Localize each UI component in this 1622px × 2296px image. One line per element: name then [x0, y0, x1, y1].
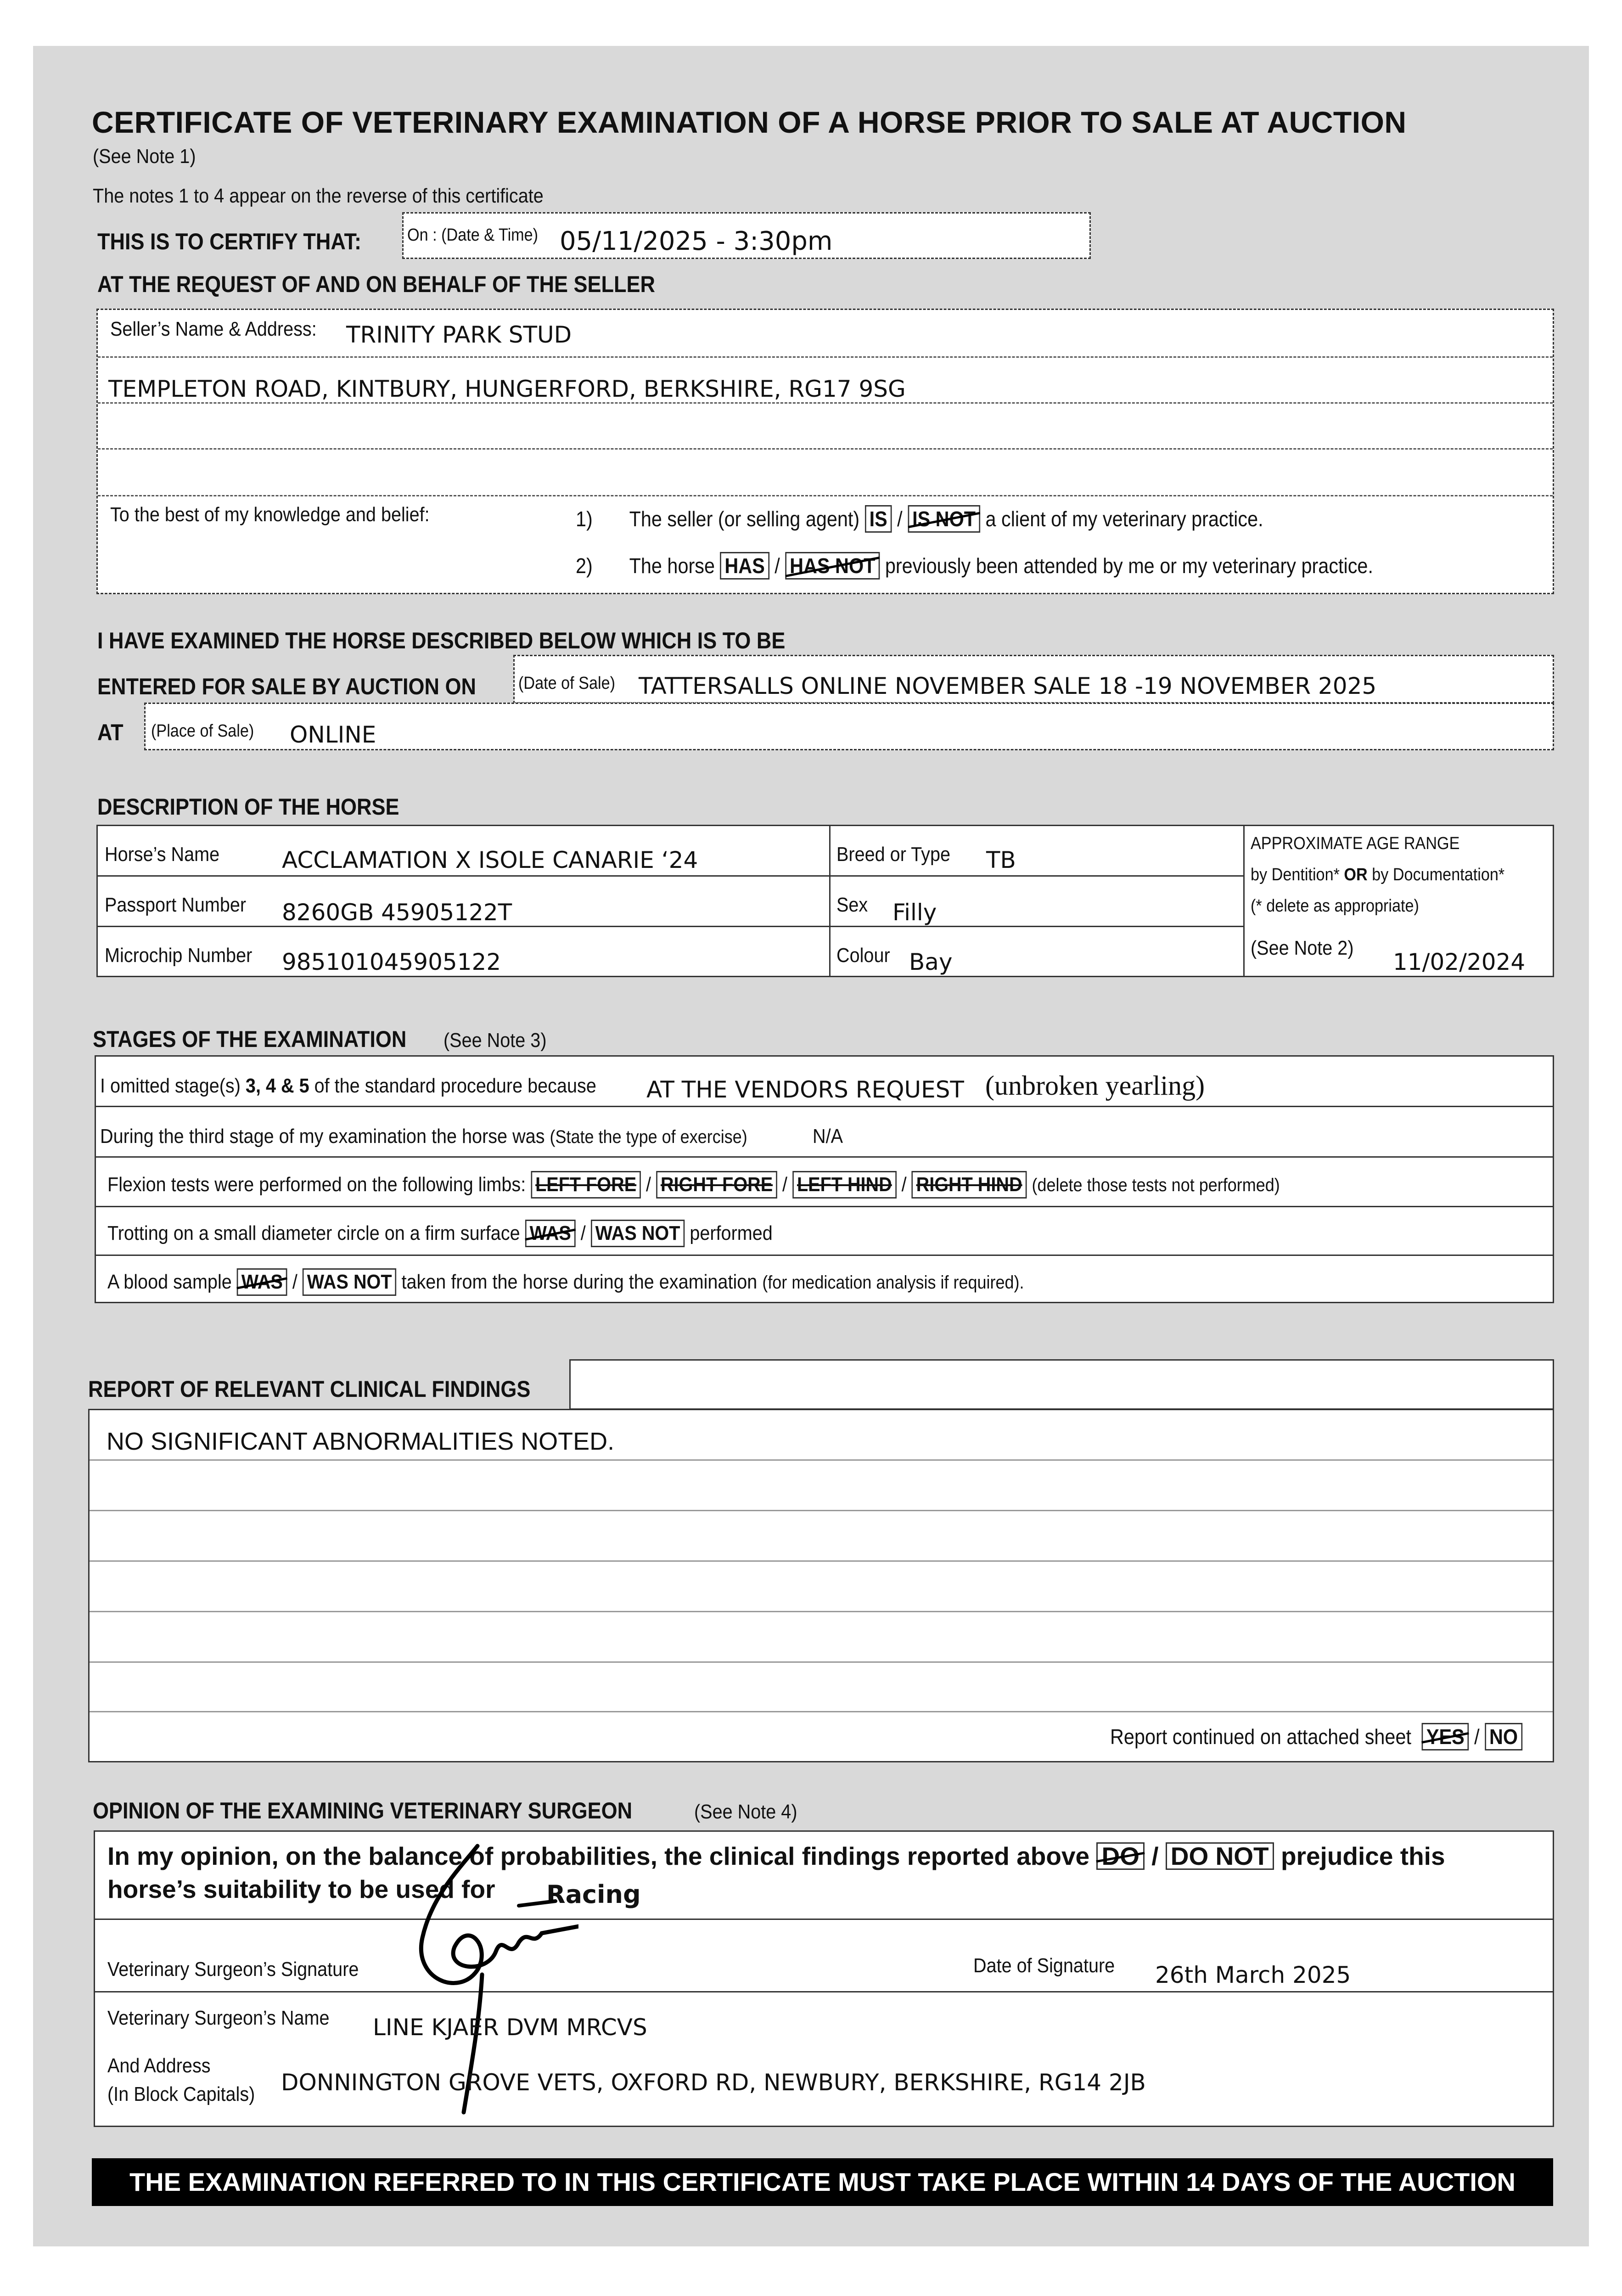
surgeon-name-label: Veterinary Surgeon’s Name — [107, 2007, 330, 2029]
age-method: by Dentition* OR by Documentation* — [1251, 865, 1505, 884]
request-label: AT THE REQUEST OF AND ON BEHALF OF THE SELLER — [97, 271, 655, 297]
sex-value[interactable]: Filly — [892, 899, 937, 926]
examination-deadline-banner: THE EXAMINATION REFERRED TO IN THIS CERTIFICATE MUST TAKE PLACE WITHIN 14 DAYS OF THE AUCTION — [92, 2158, 1553, 2206]
belief-label: To the best of my knowledge and belief: — [110, 503, 430, 526]
colour-value[interactable]: Bay — [909, 949, 953, 975]
stages-heading: STAGES OF THE EXAMINATION (See Note 3) — [93, 1026, 547, 1052]
age-range-label: APPROXIMATE AGE RANGE — [1251, 834, 1460, 853]
entered-label: ENTERED FOR SALE BY AUCTION ON — [97, 674, 477, 699]
horse-attended-statement: 2) The horse HAS / HAS NOT previously been attended by me or my veterinary practice. — [576, 552, 1373, 580]
omitted-reason-value[interactable]: AT THE VENDORS REQUEST — [646, 1076, 964, 1103]
omitted-stages-value[interactable]: 3, 4 & 5 — [245, 1075, 309, 1097]
continued-no-option[interactable]: NO — [1485, 1723, 1522, 1750]
passport-value[interactable]: 8260GB 45905122T — [282, 899, 512, 926]
omitted-row: I omitted stage(s) 3, 4 & 5 of the standard procedure because — [100, 1075, 596, 1097]
flexion-row: Flexion tests were performed on the following limbs: LEFT FORE / RIGHT FORE / LEFT HIND / RIGHT HIND (delete those tests not performed) — [107, 1171, 1280, 1199]
age-value[interactable]: 11/02/2024 — [1393, 949, 1526, 975]
by-dentition-option[interactable]: by Dentition* — [1251, 865, 1340, 884]
place-of-sale-field[interactable] — [144, 703, 1554, 750]
third-stage-row: During the third stage of my examination the horse was (State the type of exercise) — [100, 1125, 747, 1148]
trotting-row: Trotting on a small diameter circle on a firm surface WAS / WAS NOT performed — [107, 1220, 773, 1247]
date-of-signature-label: Date of Signature — [973, 1954, 1115, 1977]
notes-line: The notes 1 to 4 appear on the reverse of this certificate — [93, 185, 544, 207]
place-of-sale-value: ONLINE — [290, 721, 376, 748]
certify-label: THIS IS TO CERTIFY THAT: — [97, 229, 362, 254]
horse-name-label: Horse’s Name — [105, 843, 220, 866]
is-not-option[interactable]: IS NOT — [908, 505, 980, 533]
report-continued-row: Report continued on attached sheet YES / NO — [1110, 1723, 1522, 1750]
at-label: AT — [97, 720, 123, 745]
seller-address[interactable]: TEMPLETON ROAD, KINTBURY, HUNGERFORD, BERKSHIRE, RG17 9SG — [108, 376, 906, 402]
date-time-field[interactable] — [402, 212, 1091, 259]
horse-name-value[interactable]: ACCLAMATION X ISOLE CANARIE ‘24 — [282, 847, 698, 873]
breed-label: Breed or Type — [836, 843, 951, 866]
address-label: And Address — [107, 2054, 211, 2077]
seller-block — [96, 309, 1554, 594]
report-header-cell — [569, 1359, 1554, 1410]
certificate-title: CERTIFICATE OF VETERINARY EXAMINATION OF A HORSE PRIOR TO SALE AT AUCTION — [92, 105, 1407, 139]
age-see-note: (See Note 2) — [1251, 937, 1354, 959]
date-time-label: On : (Date & Time) — [407, 225, 539, 245]
omitted-extra-note: (unbroken yearling) — [985, 1070, 1205, 1101]
blood-was-option[interactable]: WAS — [237, 1268, 287, 1296]
date-of-sale-label: (Date of Sale) — [518, 674, 616, 693]
passport-label: Passport Number — [105, 894, 247, 916]
date-of-signature-value[interactable]: 26th March 2025 — [1155, 1962, 1351, 1988]
see-note-1: (See Note 1) — [93, 145, 196, 168]
date-of-sale-field[interactable] — [513, 655, 1554, 703]
seller-label: Seller’s Name & Address: — [110, 318, 317, 340]
seller-name[interactable]: TRINITY PARK STUD — [346, 321, 572, 348]
microchip-value[interactable]: 985101045905122 — [282, 949, 501, 975]
opinion-line-2: horse’s suitability to be used for — [107, 1875, 495, 1903]
blood-was-not-option[interactable]: WAS NOT — [303, 1268, 397, 1296]
left-fore-option[interactable]: LEFT FORE — [531, 1171, 641, 1199]
breed-value[interactable]: TB — [986, 847, 1016, 873]
date-of-sale-value: TATTERSALLS ONLINE NOVEMBER SALE 18 -19 NOVEMBER 2025 — [639, 673, 1377, 699]
has-not-option[interactable]: HAS NOT — [785, 552, 880, 580]
report-heading: REPORT OF RELEVANT CLINICAL FINDINGS — [88, 1376, 531, 1402]
left-hind-option[interactable]: LEFT HIND — [792, 1171, 897, 1199]
opinion-line-1: In my opinion, on the balance of probabilities, the clinical findings reported above DO / DO NOT prejudice this — [107, 1842, 1445, 1870]
do-option[interactable]: DO — [1096, 1842, 1145, 1870]
colour-label: Colour — [836, 944, 890, 967]
blood-sample-row: A blood sample WAS / WAS NOT taken from the horse during the examination (for medication analysis if required). — [107, 1268, 1024, 1296]
is-option[interactable]: IS — [865, 505, 892, 533]
microchip-label: Microchip Number — [105, 944, 253, 967]
trot-was-option[interactable]: WAS — [525, 1220, 576, 1247]
signature-label: Veterinary Surgeon’s Signature — [107, 1958, 359, 1981]
trot-was-not-option[interactable]: WAS NOT — [591, 1220, 685, 1247]
surgeon-address-value[interactable]: DONNINGTON GROVE VETS, OXFORD RD, NEWBURY, BERKSHIRE, RG14 2JB — [281, 2069, 1146, 2096]
right-hind-option[interactable]: RIGHT HIND — [912, 1171, 1027, 1199]
report-box[interactable] — [88, 1409, 1554, 1762]
address-label-sub: (In Block Capitals) — [107, 2083, 255, 2105]
continued-yes-option[interactable]: YES — [1422, 1723, 1469, 1750]
seller-client-statement: 1) The seller (or selling agent) IS / IS NOT a client of my veterinary practice. — [576, 505, 1263, 533]
right-fore-option[interactable]: RIGHT FORE — [656, 1171, 777, 1199]
horse-heading: DESCRIPTION OF THE HORSE — [97, 794, 399, 820]
third-stage-value[interactable]: N/A — [813, 1125, 843, 1148]
by-documentation-option[interactable]: by Documentation* — [1372, 865, 1505, 884]
report-finding[interactable]: NO SIGNIFICANT ABNORMALITIES NOTED. — [107, 1428, 615, 1455]
place-of-sale-label: (Place of Sale) — [151, 721, 254, 741]
surgeon-name-value[interactable]: LINE KJAER DVM MRCVS — [373, 2014, 647, 2041]
has-option[interactable]: HAS — [720, 552, 769, 580]
do-not-option[interactable]: DO NOT — [1166, 1842, 1274, 1870]
examined-label: I HAVE EXAMINED THE HORSE DESCRIBED BELOW WHICH IS TO BE — [97, 628, 786, 653]
suitability-use-value[interactable]: Racing — [546, 1880, 641, 1909]
date-time-value: 05/11/2025 - 3:30pm — [560, 226, 833, 256]
sex-label: Sex — [836, 894, 868, 916]
age-delete-note: (* delete as appropriate) — [1251, 896, 1419, 916]
opinion-heading: OPINION OF THE EXAMINING VETERINARY SURGEON (See Note 4) — [93, 1798, 797, 1823]
